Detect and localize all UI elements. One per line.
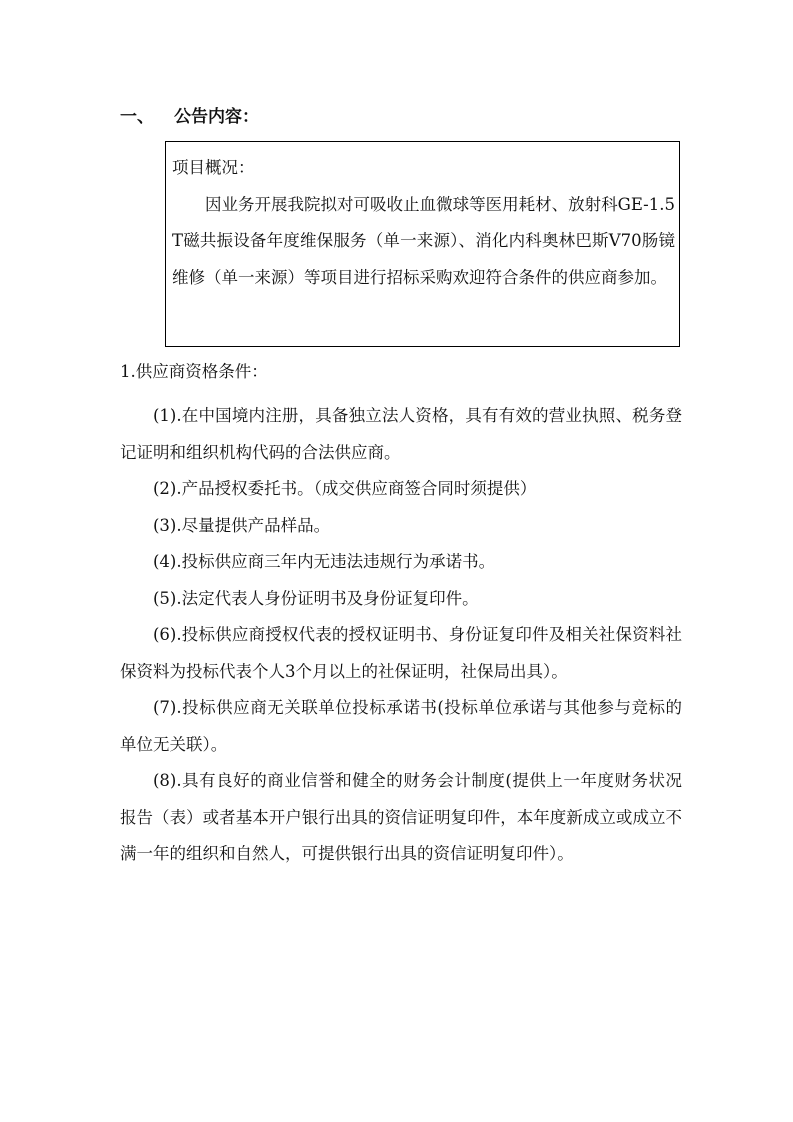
list-item: (1).在中国境内注册，具备独立法人资格，具有有效的营业执照、税务登记证明和组织机构代码的合法供应商。 <box>120 406 682 462</box>
list-item: (2).产品授权委托书。（成交供应商签合同时须提供） <box>153 479 537 498</box>
qualifications-list <box>120 398 682 873</box>
list-item: (5).法定代表人身份证明书及身份证复印件。 <box>153 588 479 608</box>
list-item: (8).具有良好的商业信誉和健全的财务会计制度(提供上一年度财务状况报告（表）或者基本开户银行出具的资信证明复印件，本年度新成立或成立不满一年的组织和自然人，可提供银行出具的资信证明复印件）。 <box>120 771 682 863</box>
list-item: (6).投标供应商授权代表的授权证明书、身份证复印件及相关社保资料社保资料为投标代表个人3个月以上的社保证明，社保局出具）。 <box>120 625 682 681</box>
overview-label: 项目概况： <box>172 158 255 177</box>
list-item: (4).投标供应商三年内无违法违规行为承诺书。 <box>153 552 496 571</box>
list-item: (7).投标供应商无关联单位投标承诺书(投标单位承诺与其他参与竞标的单位无关联）。 <box>120 698 682 754</box>
overview-text: 因业务开展我院拟对可吸收止血微球等医用耗材、放射科GE-1.5T磁共振设备年度维保服务（单一来源）、消化内科奥林巴斯V70肠镜维修（单一来源）等项目进行招标采购欢迎符合条件的供应商参加。 <box>172 194 675 287</box>
section-heading <box>120 104 259 130</box>
section-title: 公告内容： <box>174 107 259 127</box>
section-number: 一、 <box>120 107 154 127</box>
qualifications-title: 1.供应商资格条件： <box>120 362 268 381</box>
list-item: (3).尽量提供产品样品。 <box>153 515 331 535</box>
project-overview-box <box>165 141 680 347</box>
